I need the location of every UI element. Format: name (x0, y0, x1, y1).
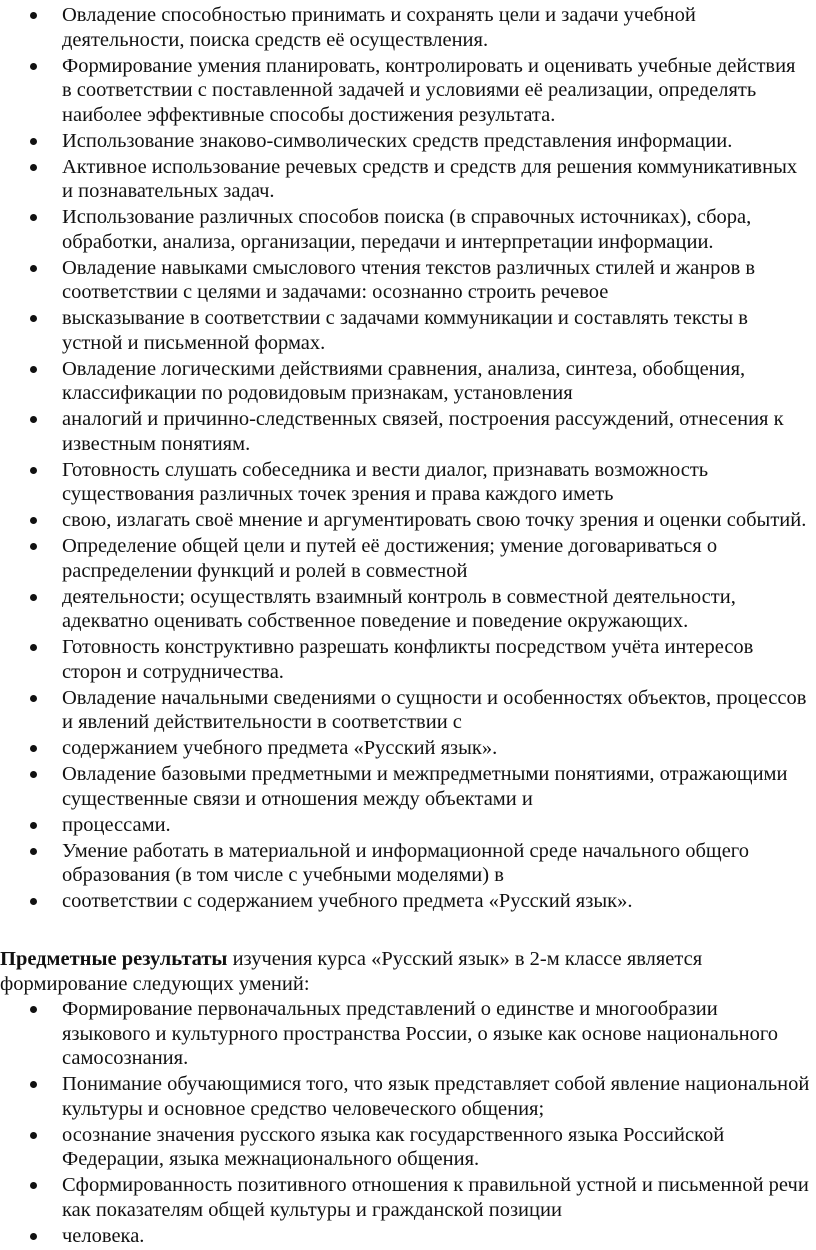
list-item-text: процессами. (62, 813, 171, 836)
bullet-icon (30, 898, 37, 905)
bullet-icon (30, 416, 37, 423)
list-item-text: Активное использование речевых средств и средств для решения коммуникативных и познавательных задач. (62, 155, 798, 202)
list-item-text: Понимание обучающимися того, что язык представляет собой явление национальной культуры и основное средство человеческого общения; (62, 1073, 810, 1120)
list-item (0, 129, 816, 154)
bullet-icon (30, 214, 37, 221)
bullet-icon (30, 771, 37, 778)
bullet-icon (30, 164, 37, 171)
list-item (0, 3, 816, 52)
list-item (0, 889, 816, 914)
bullet-icon (30, 1006, 37, 1013)
bullet-icon (30, 848, 37, 855)
list-item (0, 306, 816, 355)
list-item-text: высказывание в соответствии с задачами коммуникации и составлять тексты в устной и письменной формах. (62, 307, 748, 354)
bullet-icon (30, 594, 37, 601)
bullet-icon (30, 822, 37, 829)
list-item-text: Использование различных способов поиска (в справочных источниках), сбора, обработки, анализа, организации, передачи и интерпретации информации. (62, 206, 752, 253)
list-item (0, 458, 816, 507)
bullet-icon (30, 1132, 37, 1139)
list-item (0, 1224, 816, 1249)
list-item-text: Формирование первоначальных представлений о единстве и многообразии языкового и культурного пространства России, о языке как основе национального самосознания. (62, 998, 778, 1069)
list-item (0, 585, 816, 634)
list-item (0, 686, 816, 735)
bullet-icon (30, 695, 37, 702)
subject-results-title: Предметные результаты (0, 948, 228, 970)
list-item (0, 407, 816, 456)
bullet-icon (30, 1081, 37, 1088)
list-item-text: Овладение логическими действиями сравнения, анализа, синтеза, обобщения, классификации по родовидовым признакам, установления (62, 357, 746, 404)
bullet-icon (30, 265, 37, 272)
list-item-text: Овладение навыками смыслового чтения текстов различных стилей и жанров в соответствии с целями и задачами: осознанно строить речевое (62, 256, 756, 303)
bullet-icon (30, 366, 37, 373)
list-item-text: Формирование умения планировать, контролировать и оценивать учебные действия в соответствии с поставленной задачей и условиями её реализации, определять наиболее эффективные способы достижения результата. (62, 54, 796, 126)
list-item (0, 256, 816, 305)
list-item (0, 635, 816, 684)
list-item-text: Овладение базовыми предметными и межпредметными понятиями, отражающими существенные связи и отношения между объектами и (62, 763, 788, 810)
bullet-icon (30, 1233, 37, 1240)
list-item (0, 54, 816, 128)
list-item-text: деятельности; осуществлять взаимный контроль в совместной деятельности, адекватно оценивать собственное поведение и поведение окружающих. (62, 585, 736, 632)
list-item (0, 508, 816, 533)
list-item-text: свою, излагать своё мнение и аргументировать свою точку зрения и оценки событий. (62, 509, 807, 531)
list-item-text: соответствии с содержанием учебного предмета «Русский язык». (62, 890, 633, 912)
bullet-icon (30, 644, 37, 651)
list-item (0, 736, 816, 761)
list-item-text: Умение работать в материальной и информационной среде начального общего образования (в том числе с учебными моделями) в (62, 839, 749, 886)
list-item (0, 839, 816, 888)
bullet-icon (30, 138, 37, 145)
subject-results-intro: изучения курса «Русский язык» в 2-м классе является формирование следующих умений: (0, 948, 703, 995)
list-item (0, 205, 816, 254)
list-item (0, 1072, 816, 1121)
list-item (0, 997, 816, 1071)
bullet-icon (30, 745, 37, 752)
list-item (0, 813, 816, 838)
list-item-text: Определение общей цели и путей её достижения; умение договариваться о распределении функций и ролей в совместной (62, 535, 718, 582)
list-item-text: содержанием учебного предмета «Русский язык». (62, 737, 498, 759)
bullet-icon (30, 467, 37, 474)
bullet-icon (30, 517, 37, 524)
list-item-text: Сформированность позитивного отношения к правильной устной и письменной речи как показателям общей культуры и гражданской позиции (62, 1174, 809, 1221)
subject-results-heading (0, 947, 810, 996)
list-item (0, 1173, 816, 1222)
list-item (0, 155, 816, 204)
bullet-icon (30, 12, 37, 19)
list-item (0, 762, 816, 811)
list-item-text: аналогий и причинно-следственных связей, построения рассуждений, отнесения к известным понятиям. (62, 408, 784, 455)
list-item-text: Использование знаково-символических средств представления информации. (62, 129, 733, 152)
metasubject-results-list (0, 3, 816, 915)
list-item-text: осознание значения русского языка как государственного языка Российской Федерации, языка межнационального общения. (62, 1123, 725, 1170)
list-item (0, 357, 816, 406)
bullet-icon (30, 63, 37, 70)
list-item-text: Готовность конструктивно разрешать конфликты посредством учёта интересов сторон и сотрудничества. (62, 636, 754, 683)
bullet-icon (30, 543, 37, 550)
list-item-text: Овладение начальными сведениями о сущности и особенностях объектов, процессов и явлений действительности в соответствии с (62, 686, 807, 733)
subject-results-list (0, 997, 816, 1250)
list-item-text: Овладение способностью принимать и сохранять цели и задачи учебной деятельности, поиска средств её осуществления. (62, 4, 696, 51)
list-item (0, 1123, 816, 1172)
list-item-text: человека. (62, 1224, 145, 1247)
list-item (0, 534, 816, 583)
bullet-icon (30, 1182, 37, 1189)
bullet-icon (30, 315, 37, 322)
list-item-text: Готовность слушать собеседника и вести диалог, признавать возможность существования различных точек зрения и права каждого иметь (62, 458, 709, 505)
